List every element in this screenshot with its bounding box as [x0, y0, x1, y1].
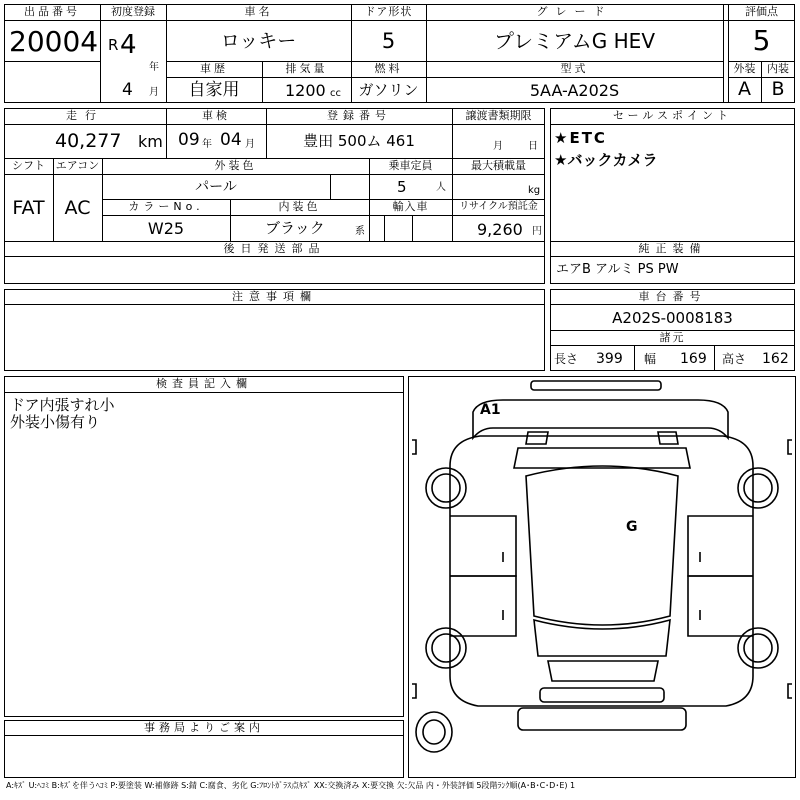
transfer-month-unit: 月	[493, 141, 503, 152]
import-label: 輸入車	[392, 200, 429, 213]
ext-color-label: 外装色	[214, 159, 257, 172]
model-label: 型式	[560, 62, 589, 75]
inspection-label: 車検	[202, 109, 230, 122]
reg-month: 4	[122, 80, 133, 100]
inspection-year: 09	[178, 130, 200, 150]
equipment-value: エアB アルミ PS PW	[556, 262, 679, 277]
displacement-value: 1200	[285, 81, 326, 100]
aircon-label: エアコン	[55, 159, 100, 172]
fuel-label: 燃料	[374, 62, 403, 75]
int-color-value: ブラック	[265, 219, 325, 237]
mileage-unit: km	[138, 132, 163, 151]
length-label: 長さ	[554, 352, 579, 366]
displacement-unit: cc	[330, 88, 341, 99]
car-damage-diagram	[408, 376, 796, 778]
grade-label: グレード	[536, 5, 613, 18]
score-label: 評価点	[745, 5, 778, 18]
ext-color-value: パール	[195, 179, 237, 195]
fuel-value: ガソリン	[358, 81, 419, 99]
model-value: 5AA-A202S	[529, 81, 620, 100]
car-name: ロッキー	[220, 30, 297, 52]
lot-label: 出品番号	[24, 5, 80, 18]
chassis-value: A202S-0008183	[612, 309, 733, 327]
displacement-label: 排気量	[285, 62, 328, 75]
color-no-value: W25	[147, 219, 185, 238]
height-label: 高さ	[722, 352, 747, 366]
lot-number: 20004	[9, 25, 99, 58]
width-value: 169	[680, 351, 707, 367]
color-no-label: カラーNo.	[128, 200, 204, 213]
reg-era: R	[108, 36, 119, 54]
int-color-label: 内装色	[278, 200, 321, 213]
chassis-label: 車台番号	[638, 290, 707, 303]
sales-points-label: セールスポイント	[612, 109, 732, 122]
ext-score-label: 外装	[733, 62, 756, 75]
office-label: 事務局よりご案内	[144, 721, 264, 734]
aircon-value: AC	[64, 197, 91, 219]
recycle-value: 9,260	[477, 220, 523, 239]
inspection-year-unit: 年	[202, 139, 212, 150]
notes-label: 注意事項欄	[232, 290, 317, 303]
int-score-label: 内装	[767, 62, 789, 75]
door-label: ドア形状	[364, 5, 413, 18]
plate-value: 豊田 500ム 461	[303, 132, 415, 150]
transfer-day-unit: 日	[528, 141, 538, 152]
mileage-value: 40,277	[55, 130, 122, 152]
sales-point-item: ★バックカメラ	[554, 151, 658, 169]
shift-label: シフト	[12, 159, 45, 172]
max-load-label: 最大積載量	[471, 159, 526, 172]
recycle-label: リサイクル預託金	[459, 201, 538, 212]
score-value: 5	[752, 24, 771, 57]
shift-value: FAT	[12, 197, 45, 219]
inspector-label: 検査員記入欄	[156, 377, 252, 390]
capacity-unit: 人	[436, 182, 446, 193]
inspection-month-unit: 月	[245, 139, 255, 150]
recycle-unit: 円	[532, 226, 542, 237]
inspector-line: ドア内張すれ小	[10, 396, 115, 414]
capacity-label: 乗車定員	[388, 159, 433, 172]
reg-label: 初度登録	[111, 5, 155, 18]
history-label: 車歴	[200, 62, 228, 75]
ext-score: A	[738, 78, 751, 100]
width-label: 幅	[644, 352, 657, 366]
damage-legend: A:ｷｽﾞ U:ﾍｺﾐ B:ｷｽﾞを伴うﾍｺﾐ P:要塗装 W:補修跡 S:錆 C:腐食、劣化 G:ﾌﾛﾝﾄｶﾞﾗｽ点ｷｽﾞ XX:交換済み X:要交換 欠:欠品 内・外装評価 5段階ﾗﾝｸ順(A･B･C･D･E) 1	[6, 781, 576, 790]
capacity-value: 5	[397, 178, 407, 196]
height-value: 162	[762, 351, 789, 367]
inspector-line: 外装小傷有り	[10, 413, 101, 431]
reg-year-unit: 年	[149, 62, 159, 73]
grade-value: プレミアムG HEV	[493, 29, 655, 53]
mileage-label: 走行	[66, 109, 104, 122]
damage-mark: G	[626, 519, 638, 535]
reg-month-unit: 月	[149, 87, 159, 98]
max-load-unit: kg	[528, 185, 541, 196]
equipment-label: 純正装備	[638, 242, 707, 255]
transfer-label: 譲渡書類期限	[465, 109, 532, 122]
car-name-label: 車名	[244, 5, 273, 18]
plate-label: 登録番号	[327, 109, 391, 122]
inspection-month: 04	[220, 130, 242, 150]
dims-label: 諸元	[659, 331, 686, 344]
length-value: 399	[596, 351, 623, 367]
int-score: B	[771, 78, 785, 100]
int-color-suffix: 系	[355, 226, 365, 237]
sales-point-item: ★ETC	[554, 129, 607, 147]
door-value: 5	[381, 29, 396, 53]
later-parts-label: 後日発送部品	[223, 242, 326, 255]
reg-year: 4	[120, 30, 137, 60]
history-value: 自家用	[188, 80, 240, 100]
damage-mark: A1	[480, 402, 501, 418]
